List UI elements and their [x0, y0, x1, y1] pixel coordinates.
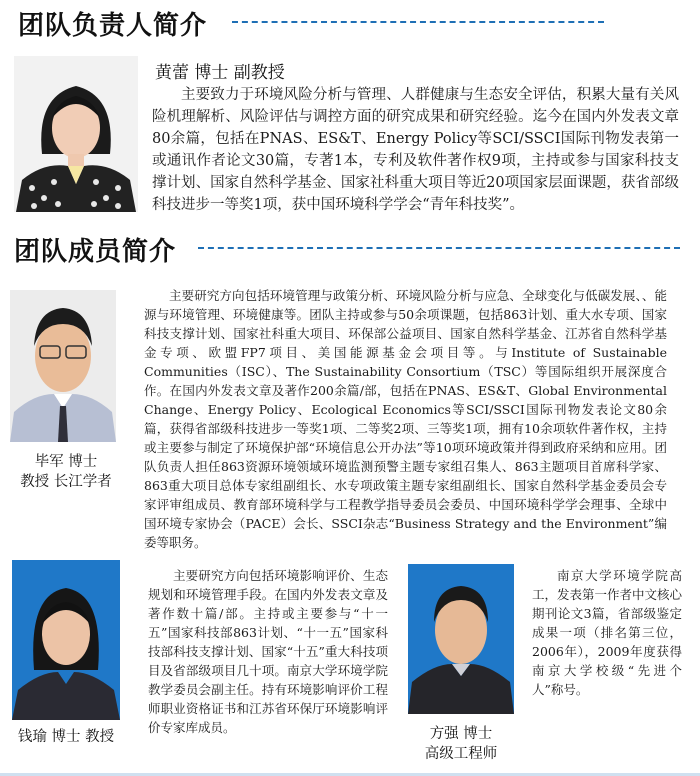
member-bio: 主要研究方向包括环境影响评价、生态规划和环境管理手段。在国内外发表文章及著作数十篇/部。主持或主要参与“十一五”国家科技部863计划、“十一五”国家科技部科技支撑计划、国家“十五”重大科技项目及省部级项目几十项。南京大学环境学院教学委员会副主任。持有环境影响评价工程师职业资格证书和江苏省环保厅环境影响评价专家库成员。: [148, 568, 388, 735]
heading-dashed-rule: [198, 247, 680, 249]
member-name: 方强 博士: [429, 726, 493, 742]
member-title: 高级工程师: [424, 746, 498, 762]
members-section-heading: 团队成员简介: [14, 237, 177, 267]
member-bio: 主要研究方向包括环境管理与政策分析、环境风险分析与应急、全球变化与低碳发展、、能源与环境管理、环境健康等。团队主持或参与50余项课题，包括863计划、重大水专项、国家科技支撑计划、国家社科重大项目、环保部公益项目、国家自然科学基金、江苏省自然科学基金专项、欧盟FP7项目、美国能源基金会项目等。与Institute of Sustainable Communities（ISC）、The Sustainability Consortium（TSC）等国际组织开展深度合作。在国内外发表文章及著作200余篇/部，包括在PNAS、ES&T、Global Environmental Change、Energy Policy、Ecological Economics等SCI/SSCI国际刊物发表论文80余篇，获得省部级科技进步一等奖1项、二等奖2项、三等奖1项，拥有10余项软件著作权，主持或主要参与制定了环境保护部“环境信息公开办法”等10项环境政策并得到政府采纳和应用。团队负责人担任863资源环境领域环境监测预警主题专家组召集人、863主题项目首席科学家、863重大项目总体专家组副组长、水专项政策主题专家组副组长、国家自然科学基金委员会专家评审组成员、教育部环境科学与工程教学指导委员会委员、中国环境科学学会理事、全球中国环境专家协会（PACE）会长、SSCI杂志“Business Strategy and the Environment”编委等职务。: [144, 288, 667, 550]
member-photo-bi-jun: [10, 290, 116, 442]
member-bio: 南京大学环境学院高工，发表第一作者中文核心期刊论文3篇，省部级鉴定成果一项（排名第三位，2006年），2009年度获得南京大学校级“先进个人”称号。: [532, 568, 683, 697]
leader-bio: 主要致力于环境风险分析与管理、人群健康与生态安全评估，积累大量有关风险机理解析、风险评估与调控方面的研究成果和研究经验。迄今在国内外发表文章80余篇，包括在PNAS、ES&T、Energy Policy等SCI/SSCI国际刊物发表第一或通讯作者论文30篇，专著1本，专利及软件著作权9项，主持或参与国家科技支撑计划、国家自然科学基金、国家社科重大项目等近20项国家层面课题，获省部级科技进步一等奖1项，获中国环境科学学会“青年科技奖”。: [152, 87, 679, 213]
leader-section-heading: 团队负责人简介: [18, 11, 208, 41]
heading-dashed-rule: [232, 21, 604, 23]
member-name-title: 钱瑜 博士 教授: [17, 729, 115, 745]
leader-name-title: 黄蕾 博士 副教授: [155, 63, 285, 83]
leader-photo: [14, 56, 138, 212]
member-name: 毕军 博士: [34, 454, 98, 470]
member-caption: [402, 724, 520, 764]
member-title: 教授 长江学者: [20, 474, 112, 490]
member-caption: [10, 452, 122, 492]
member-photo-qian-yu: [12, 560, 120, 720]
member-photo-fang-qiang: [408, 564, 514, 714]
member-caption: [6, 727, 126, 747]
